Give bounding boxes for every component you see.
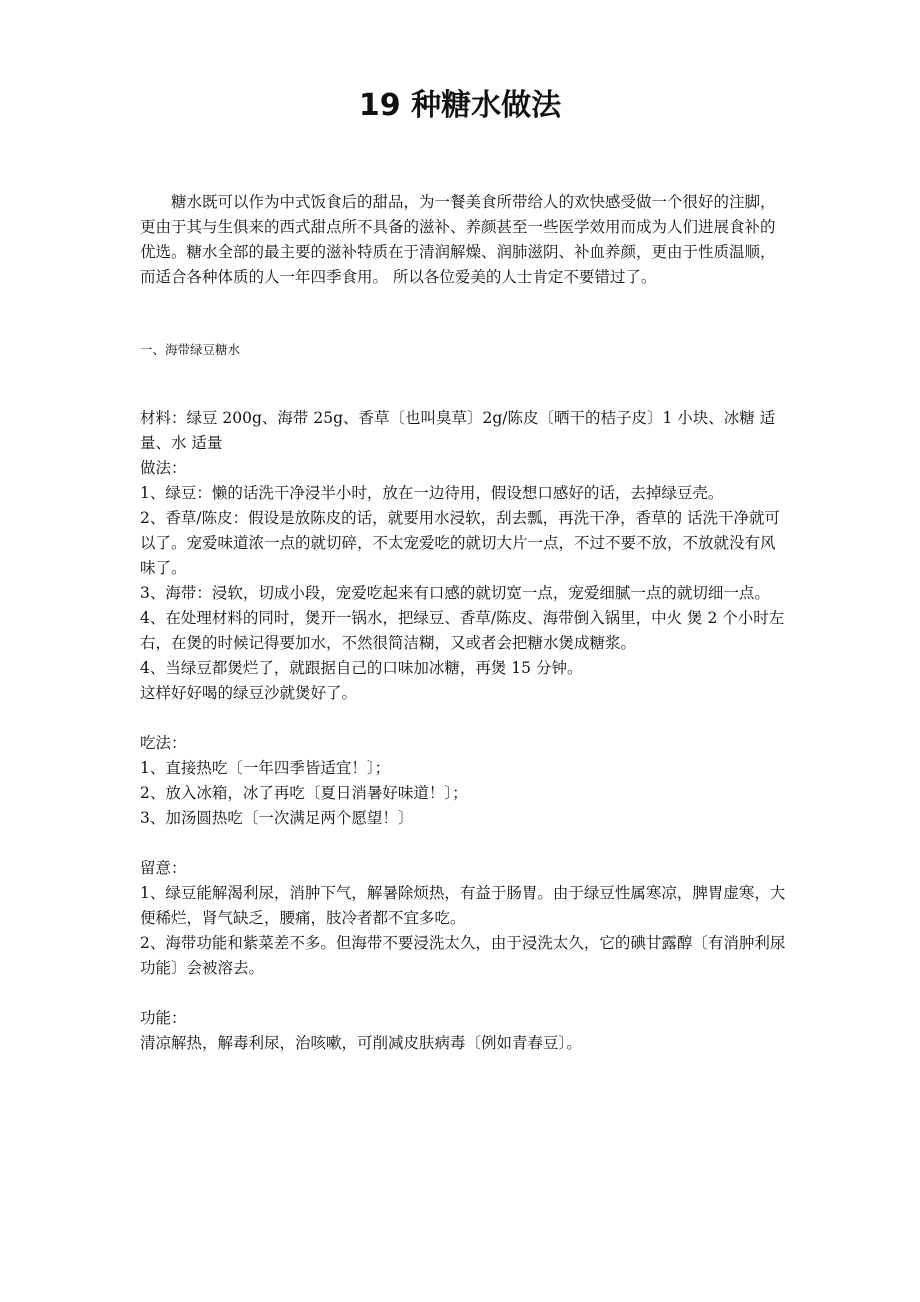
method-step: 3、海带：浸软，切成小段，宠爱吃起来有口感的就切宽一点，宠爱细腻一点的就切细一点。 xyxy=(140,584,770,602)
note-item: 1、绿豆能解渴利尿，消肿下气，解暑除烦热，有益于肠胃。由于绿豆性属寒凉，脾胃虚寒，大便稀烂，肾气缺乏，腰痛，肢冷者都不宜多吃。 xyxy=(140,884,786,927)
note-label: 留意： xyxy=(140,859,187,877)
materials-text: 材料：绿豆 200g、海带 25g、香草〔也叫臭草〕2g/陈皮〔晒干的桔子皮〕1 小块、冰糖 适量、水 适量 xyxy=(140,409,776,452)
effect-text: 清凉解热，解毒利尿，治咳嗽，可削减皮肤病毒〔例如青春豆〕。 xyxy=(140,1034,582,1052)
eat-item: 3、加汤圆热吃〔一次满足两个愿望！〕 xyxy=(140,809,414,827)
eat-item: 1、直接热吃〔一年四季皆适宜！〕； xyxy=(140,759,391,777)
section-heading: 一、海带绿豆糖水 xyxy=(140,342,241,357)
method-step: 这样好好喝的绿豆沙就煲好了。 xyxy=(140,684,358,702)
note-item: 2、海带功能和紫菜差不多。但海带不要浸洗太久，由于浸洗太久，它的碘甘露醇〔有消肿利尿功能〕会被溶去。 xyxy=(140,934,786,977)
spacer xyxy=(140,290,790,340)
method-step: 4、在处理材料的同时，煲开一锅水，把绿豆、香草/陈皮、海带倒入锅里，中火 煲 2 个小时左右，在煲的时候记得要加水，不然很简洁糊，又或者会把糖水煲成糖浆。 xyxy=(140,609,785,652)
intro-paragraph: 糖水既可以作为中式饭食后的甜品，为一餐美食所带给人的欢快感受做一个很好的注脚，更由于其与生俱来的西式甜点所不具备的滋补、养颜甚至一些医学效用而成为人们进展食补的优选。糖水全部的最主要的滋补特质在于清润解燥、润肺滋阴、补血养颜，更由于性质温顺，而适合各种体质的人一年四季食用。 所以各位爱美的人士肯定不要错过了。 xyxy=(140,193,776,286)
eat-label: 吃法： xyxy=(140,734,187,752)
document-body xyxy=(140,190,790,1056)
method-step: 4、当绿豆都煲烂了，就跟据自己的口味加冰糖，再煲 15 分钟。 xyxy=(140,659,583,677)
method-step: 1、绿豆：懒的话洗干净浸半小时，放在一边待用，假设想口感好的话，去掉绿豆壳。 xyxy=(140,484,724,502)
spacer xyxy=(140,360,790,406)
effect-label: 功能： xyxy=(140,1009,187,1027)
eat-item: 2、放入冰箱，冰了再吃〔夏日消暑好味道！〕； xyxy=(140,784,468,802)
page-title: 19 种糖水做法 xyxy=(358,88,562,123)
method-label: 做法： xyxy=(140,459,187,477)
spacer xyxy=(140,831,790,856)
spacer xyxy=(140,981,790,1006)
method-step: 2、香草/陈皮：假设是放陈皮的话，就要用水浸软，刮去瓢，再洗干净，香草的 话洗干净就可以了。宠爱味道浓一点的就切碎，不太宠爱吃的就切大片一点，不过不要不放，不放就没有风味了。 xyxy=(140,509,781,577)
spacer xyxy=(140,706,790,731)
